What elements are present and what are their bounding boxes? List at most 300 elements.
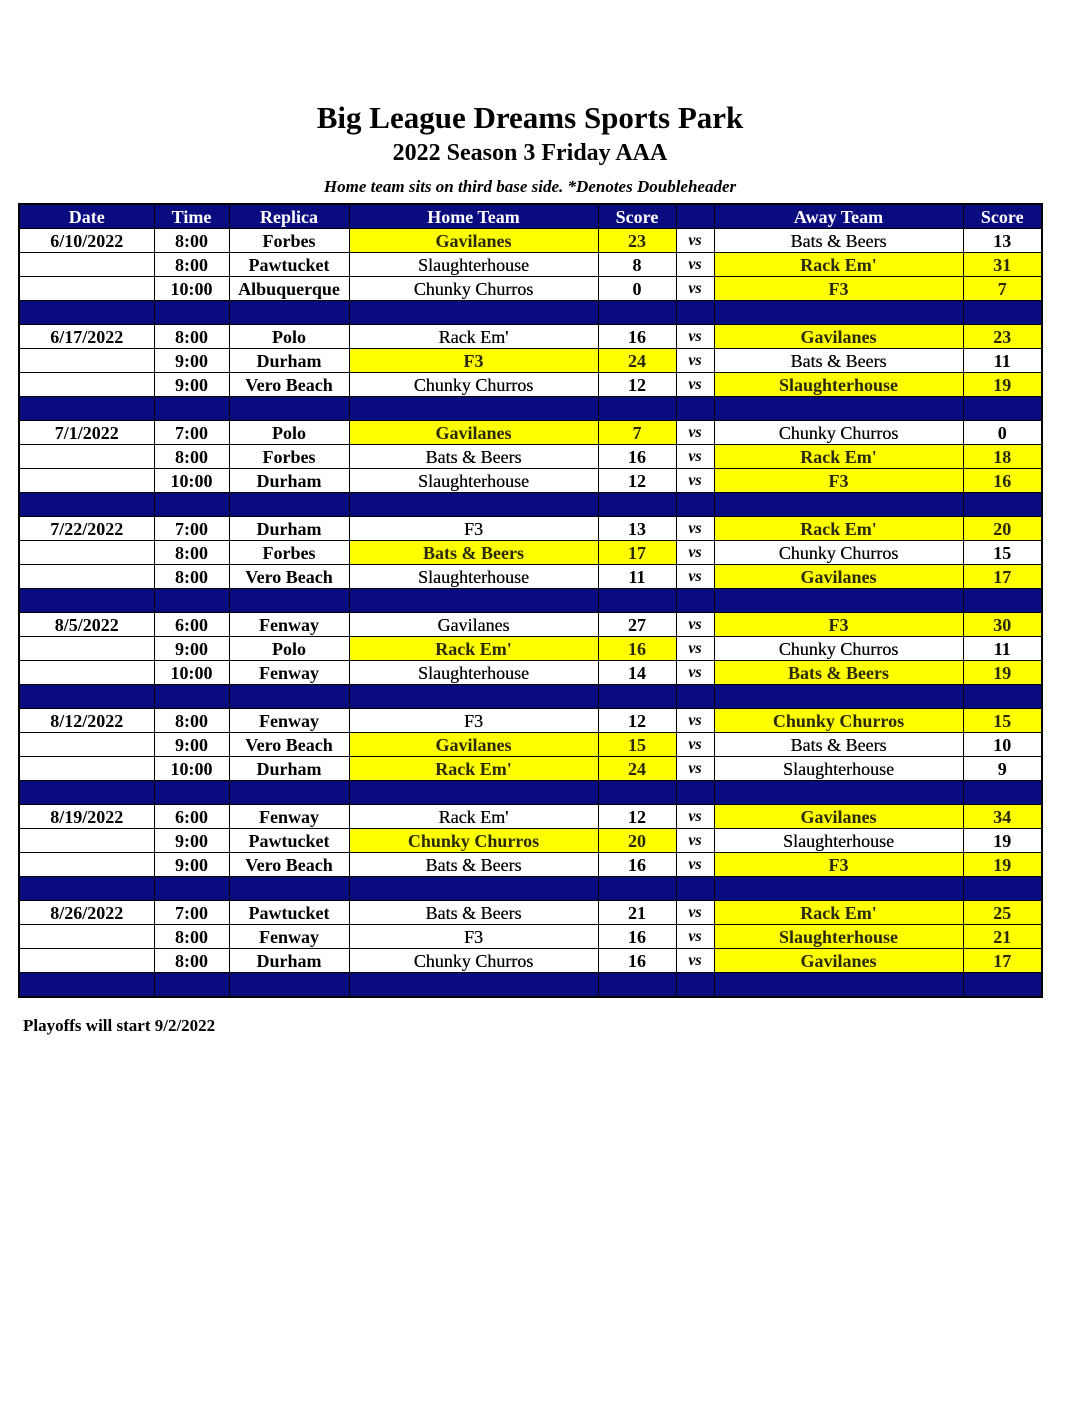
home-team: Chunky Churros: [349, 949, 598, 973]
vs-label: vs: [676, 541, 714, 565]
home-team: Slaughterhouse: [349, 469, 598, 493]
home-team: Rack Em': [349, 757, 598, 781]
vs-label: vs: [676, 349, 714, 373]
home-score: 20: [598, 829, 676, 853]
home-team: Chunky Churros: [349, 829, 598, 853]
game-replica: Fenway: [229, 661, 349, 685]
game-time: 10:00: [154, 757, 229, 781]
home-score: 14: [598, 661, 676, 685]
separator-cell: [714, 781, 963, 805]
vs-label: vs: [676, 709, 714, 733]
game-date: [19, 541, 154, 565]
home-team: Rack Em': [349, 325, 598, 349]
separator-cell: [598, 397, 676, 421]
home-team: Chunky Churros: [349, 277, 598, 301]
separator-cell: [19, 973, 154, 998]
game-row: [19, 229, 1042, 253]
game-date: [19, 829, 154, 853]
game-row: [19, 925, 1042, 949]
separator-cell: [19, 589, 154, 613]
away-score: 31: [963, 253, 1042, 277]
home-score: 16: [598, 853, 676, 877]
away-team: Chunky Churros: [714, 421, 963, 445]
game-date: [19, 469, 154, 493]
away-team: Rack Em': [714, 517, 963, 541]
away-score: 19: [963, 853, 1042, 877]
separator-cell: [598, 685, 676, 709]
separator-cell: [676, 301, 714, 325]
home-team: Gavilanes: [349, 421, 598, 445]
home-score: 16: [598, 445, 676, 469]
separator-cell: [154, 589, 229, 613]
home-score: 11: [598, 565, 676, 589]
separator-cell: [154, 973, 229, 998]
away-team: Bats & Beers: [714, 733, 963, 757]
home-score: 12: [598, 469, 676, 493]
away-score: 18: [963, 445, 1042, 469]
game-time: 8:00: [154, 709, 229, 733]
separator-cell: [598, 301, 676, 325]
away-team: Gavilanes: [714, 805, 963, 829]
separator-cell: [229, 397, 349, 421]
game-time: 9:00: [154, 733, 229, 757]
week-separator: [19, 685, 1042, 709]
game-replica: Durham: [229, 469, 349, 493]
vs-label: vs: [676, 325, 714, 349]
home-score: 12: [598, 373, 676, 397]
home-team: Rack Em': [349, 805, 598, 829]
game-time: 9:00: [154, 349, 229, 373]
away-score: 19: [963, 661, 1042, 685]
separator-cell: [598, 493, 676, 517]
vs-label: vs: [676, 733, 714, 757]
week-separator: [19, 781, 1042, 805]
game-row: [19, 277, 1042, 301]
game-time: 8:00: [154, 565, 229, 589]
game-date: [19, 373, 154, 397]
game-date: 6/10/2022: [19, 229, 154, 253]
game-date: 6/17/2022: [19, 325, 154, 349]
vs-label: vs: [676, 229, 714, 253]
separator-cell: [229, 973, 349, 998]
vs-label: vs: [676, 613, 714, 637]
separator-cell: [714, 301, 963, 325]
playoffs-note: Playoffs will start 9/2/2022: [23, 1016, 216, 1035]
separator-cell: [349, 781, 598, 805]
vs-label: vs: [676, 829, 714, 853]
col-home-team: Home Team: [349, 204, 598, 229]
game-row: [19, 901, 1042, 925]
separator-cell: [676, 877, 714, 901]
home-score: 8: [598, 253, 676, 277]
game-replica: Vero Beach: [229, 565, 349, 589]
separator-cell: [963, 973, 1042, 998]
game-replica: Albuquerque: [229, 277, 349, 301]
separator-cell: [229, 493, 349, 517]
vs-label: vs: [676, 853, 714, 877]
away-team: F3: [714, 277, 963, 301]
away-team: Rack Em': [714, 445, 963, 469]
separator-cell: [676, 973, 714, 998]
home-score: 23: [598, 229, 676, 253]
home-team: Gavilanes: [349, 733, 598, 757]
away-team: Bats & Beers: [714, 349, 963, 373]
separator-cell: [154, 493, 229, 517]
vs-label: vs: [676, 469, 714, 493]
game-date: [19, 757, 154, 781]
game-time: 8:00: [154, 925, 229, 949]
vs-label: vs: [676, 253, 714, 277]
away-team: Slaughterhouse: [714, 829, 963, 853]
away-score: 11: [963, 637, 1042, 661]
home-score: 12: [598, 709, 676, 733]
game-time: 8:00: [154, 229, 229, 253]
away-score: 16: [963, 469, 1042, 493]
game-date: [19, 565, 154, 589]
away-score: 7: [963, 277, 1042, 301]
separator-cell: [19, 397, 154, 421]
home-team: Bats & Beers: [349, 445, 598, 469]
game-row: [19, 661, 1042, 685]
separator-cell: [154, 781, 229, 805]
game-replica: Fenway: [229, 925, 349, 949]
separator-cell: [963, 589, 1042, 613]
col-away-score: Score: [963, 204, 1042, 229]
game-time: 9:00: [154, 373, 229, 397]
away-team: Slaughterhouse: [714, 925, 963, 949]
home-score: 15: [598, 733, 676, 757]
col-vs: [676, 204, 714, 229]
game-replica: Pawtucket: [229, 829, 349, 853]
game-date: [19, 349, 154, 373]
separator-cell: [714, 973, 963, 998]
game-time: 9:00: [154, 853, 229, 877]
game-date: [19, 733, 154, 757]
home-team: F3: [349, 925, 598, 949]
game-time: 10:00: [154, 277, 229, 301]
game-replica: Forbes: [229, 541, 349, 565]
week-separator: [19, 493, 1042, 517]
away-team: Slaughterhouse: [714, 757, 963, 781]
home-team: Rack Em': [349, 637, 598, 661]
game-date: [19, 925, 154, 949]
home-score: 27: [598, 613, 676, 637]
away-team: Gavilanes: [714, 325, 963, 349]
vs-label: vs: [676, 637, 714, 661]
away-team: Bats & Beers: [714, 229, 963, 253]
game-row: [19, 709, 1042, 733]
home-score: 0: [598, 277, 676, 301]
game-replica: Pawtucket: [229, 253, 349, 277]
home-team: Gavilanes: [349, 229, 598, 253]
game-date: [19, 853, 154, 877]
away-team: Gavilanes: [714, 565, 963, 589]
schedule-table: [18, 203, 1043, 998]
game-replica: Polo: [229, 325, 349, 349]
game-date: [19, 661, 154, 685]
vs-label: vs: [676, 445, 714, 469]
separator-cell: [676, 685, 714, 709]
vs-label: vs: [676, 949, 714, 973]
away-team: Chunky Churros: [714, 541, 963, 565]
away-team: F3: [714, 853, 963, 877]
away-score: 13: [963, 229, 1042, 253]
week-separator: [19, 589, 1042, 613]
separator-cell: [349, 589, 598, 613]
game-replica: Vero Beach: [229, 853, 349, 877]
separator-cell: [963, 397, 1042, 421]
game-replica: Fenway: [229, 613, 349, 637]
separator-cell: [714, 589, 963, 613]
game-replica: Polo: [229, 421, 349, 445]
game-row: [19, 853, 1042, 877]
game-replica: Vero Beach: [229, 373, 349, 397]
game-time: 7:00: [154, 901, 229, 925]
game-replica: Fenway: [229, 709, 349, 733]
vs-label: vs: [676, 661, 714, 685]
game-replica: Pawtucket: [229, 901, 349, 925]
separator-cell: [229, 589, 349, 613]
game-time: 6:00: [154, 805, 229, 829]
separator-cell: [229, 301, 349, 325]
game-time: 8:00: [154, 949, 229, 973]
away-score: 25: [963, 901, 1042, 925]
game-replica: Durham: [229, 949, 349, 973]
separator-cell: [349, 301, 598, 325]
away-team: Rack Em': [714, 253, 963, 277]
game-time: 10:00: [154, 661, 229, 685]
game-time: 9:00: [154, 637, 229, 661]
away-score: 9: [963, 757, 1042, 781]
col-date: Date: [19, 204, 154, 229]
game-date: 7/22/2022: [19, 517, 154, 541]
away-score: 15: [963, 541, 1042, 565]
home-team: Slaughterhouse: [349, 565, 598, 589]
separator-cell: [963, 493, 1042, 517]
game-date: 8/26/2022: [19, 901, 154, 925]
page-title: Big League Dreams Sports Park: [316, 100, 744, 135]
away-score: 17: [963, 949, 1042, 973]
vs-label: vs: [676, 757, 714, 781]
separator-cell: [963, 877, 1042, 901]
separator-cell: [676, 781, 714, 805]
separator-cell: [154, 397, 229, 421]
vs-label: vs: [676, 373, 714, 397]
game-row: [19, 733, 1042, 757]
separator-cell: [349, 397, 598, 421]
game-row: [19, 349, 1042, 373]
separator-cell: [714, 493, 963, 517]
vs-label: vs: [676, 565, 714, 589]
home-score: 16: [598, 637, 676, 661]
away-score: 0: [963, 421, 1042, 445]
home-score: 16: [598, 949, 676, 973]
separator-cell: [154, 301, 229, 325]
away-team: Bats & Beers: [714, 661, 963, 685]
game-date: [19, 949, 154, 973]
home-team: Gavilanes: [349, 613, 598, 637]
game-replica: Forbes: [229, 445, 349, 469]
away-score: 30: [963, 613, 1042, 637]
game-row: [19, 829, 1042, 853]
separator-cell: [19, 877, 154, 901]
header-row: [19, 204, 1042, 229]
separator-cell: [676, 589, 714, 613]
away-score: 19: [963, 829, 1042, 853]
game-time: 6:00: [154, 613, 229, 637]
week-separator: [19, 301, 1042, 325]
home-score: 24: [598, 757, 676, 781]
game-row: [19, 565, 1042, 589]
separator-cell: [598, 877, 676, 901]
separator-cell: [963, 685, 1042, 709]
col-home-score: Score: [598, 204, 676, 229]
game-row: [19, 613, 1042, 637]
separator-cell: [714, 685, 963, 709]
game-replica: Durham: [229, 517, 349, 541]
game-replica: Durham: [229, 349, 349, 373]
home-team: Slaughterhouse: [349, 661, 598, 685]
vs-label: vs: [676, 421, 714, 445]
game-row: [19, 949, 1042, 973]
separator-cell: [349, 493, 598, 517]
game-replica: Durham: [229, 757, 349, 781]
home-score: 7: [598, 421, 676, 445]
away-score: 10: [963, 733, 1042, 757]
separator-cell: [598, 781, 676, 805]
game-time: 8:00: [154, 541, 229, 565]
game-row: [19, 253, 1042, 277]
separator-cell: [676, 397, 714, 421]
game-row: [19, 541, 1042, 565]
away-score: 21: [963, 925, 1042, 949]
home-score: 21: [598, 901, 676, 925]
game-row: [19, 373, 1042, 397]
page-subtitle: 2022 Season 3 Friday AAA: [392, 140, 668, 166]
separator-cell: [349, 973, 598, 998]
separator-cell: [714, 877, 963, 901]
home-team: Bats & Beers: [349, 853, 598, 877]
game-time: 10:00: [154, 469, 229, 493]
home-team: F3: [349, 709, 598, 733]
game-row: [19, 517, 1042, 541]
vs-label: vs: [676, 277, 714, 301]
game-date: 7/1/2022: [19, 421, 154, 445]
col-time: Time: [154, 204, 229, 229]
separator-cell: [19, 493, 154, 517]
game-row: [19, 757, 1042, 781]
home-team: F3: [349, 349, 598, 373]
game-date: [19, 277, 154, 301]
game-time: 7:00: [154, 517, 229, 541]
home-team: Bats & Beers: [349, 541, 598, 565]
game-time: 7:00: [154, 421, 229, 445]
game-replica: Fenway: [229, 805, 349, 829]
away-score: 20: [963, 517, 1042, 541]
away-team: Rack Em': [714, 901, 963, 925]
game-time: 9:00: [154, 829, 229, 853]
separator-cell: [154, 877, 229, 901]
away-team: Chunky Churros: [714, 637, 963, 661]
week-separator: [19, 877, 1042, 901]
col-replica: Replica: [229, 204, 349, 229]
separator-cell: [229, 781, 349, 805]
game-time: 8:00: [154, 445, 229, 469]
vs-label: vs: [676, 805, 714, 829]
away-score: 15: [963, 709, 1042, 733]
away-score: 17: [963, 565, 1042, 589]
separator-cell: [963, 781, 1042, 805]
game-replica: Forbes: [229, 229, 349, 253]
home-score: 16: [598, 925, 676, 949]
vs-label: vs: [676, 901, 714, 925]
game-date: [19, 637, 154, 661]
separator-cell: [154, 685, 229, 709]
game-row: [19, 421, 1042, 445]
home-score: 17: [598, 541, 676, 565]
separator-cell: [349, 877, 598, 901]
game-date: [19, 445, 154, 469]
separator-cell: [229, 685, 349, 709]
separator-cell: [19, 301, 154, 325]
game-date: [19, 253, 154, 277]
separator-cell: [19, 685, 154, 709]
game-replica: Polo: [229, 637, 349, 661]
game-row: [19, 445, 1042, 469]
game-date: 8/19/2022: [19, 805, 154, 829]
week-separator: [19, 973, 1042, 998]
home-score: 12: [598, 805, 676, 829]
game-time: 8:00: [154, 253, 229, 277]
vs-label: vs: [676, 517, 714, 541]
game-replica: Vero Beach: [229, 733, 349, 757]
game-date: 8/5/2022: [19, 613, 154, 637]
separator-cell: [598, 973, 676, 998]
separator-cell: [963, 301, 1042, 325]
game-row: [19, 469, 1042, 493]
home-team: Bats & Beers: [349, 901, 598, 925]
away-team: F3: [714, 469, 963, 493]
game-row: [19, 637, 1042, 661]
separator-cell: [676, 493, 714, 517]
game-time: 8:00: [154, 325, 229, 349]
vs-label: vs: [676, 925, 714, 949]
away-score: 19: [963, 373, 1042, 397]
away-team: Gavilanes: [714, 949, 963, 973]
away-score: 11: [963, 349, 1042, 373]
home-team: Chunky Churros: [349, 373, 598, 397]
away-score: 34: [963, 805, 1042, 829]
away-team: Chunky Churros: [714, 709, 963, 733]
separator-cell: [229, 877, 349, 901]
game-date: 8/12/2022: [19, 709, 154, 733]
away-team: Slaughterhouse: [714, 373, 963, 397]
home-score: 13: [598, 517, 676, 541]
away-team: F3: [714, 613, 963, 637]
separator-cell: [19, 781, 154, 805]
separator-cell: [349, 685, 598, 709]
home-score: 16: [598, 325, 676, 349]
schedule-note: Home team sits on third base side. *Denotes Doubleheader: [323, 177, 737, 196]
week-separator: [19, 397, 1042, 421]
home-team: Slaughterhouse: [349, 253, 598, 277]
away-score: 23: [963, 325, 1042, 349]
separator-cell: [714, 397, 963, 421]
separator-cell: [598, 589, 676, 613]
home-team: F3: [349, 517, 598, 541]
game-row: [19, 805, 1042, 829]
col-away-team: Away Team: [714, 204, 963, 229]
